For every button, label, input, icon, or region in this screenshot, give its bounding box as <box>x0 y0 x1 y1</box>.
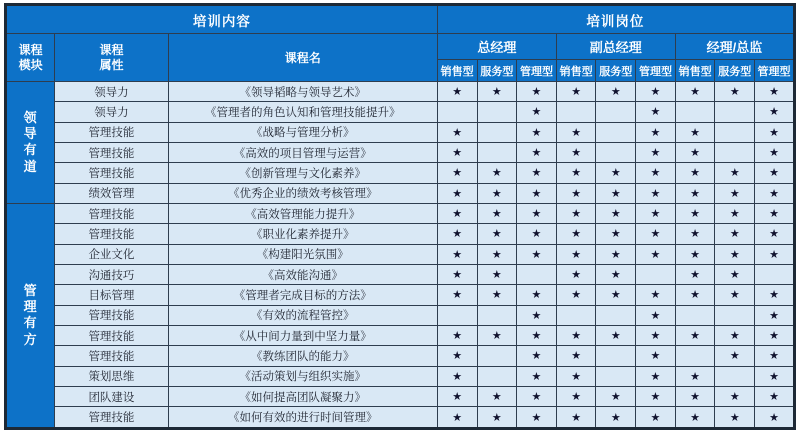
star-cell: ★ <box>477 163 517 183</box>
star-cell: ★ <box>715 224 755 244</box>
course-row <box>6 264 795 284</box>
course-row <box>6 163 795 183</box>
header-subtype-dgm-management: 管理型 <box>636 60 676 82</box>
course-attribute-cell: 管理技能 <box>55 142 168 162</box>
star-cell: ★ <box>596 325 636 345</box>
empty-star-cell <box>477 142 517 162</box>
star-cell: ★ <box>636 82 676 102</box>
star-cell: ★ <box>675 325 715 345</box>
star-cell: ★ <box>437 325 477 345</box>
empty-star-cell <box>715 102 755 122</box>
star-cell: ★ <box>437 386 477 406</box>
star-cell: ★ <box>517 305 557 325</box>
star-cell: ★ <box>755 325 795 345</box>
star-cell: ★ <box>477 82 517 102</box>
star-cell: ★ <box>517 224 557 244</box>
course-row <box>6 183 795 203</box>
course-name-cell: 《构建阳光氛围》 <box>168 244 437 264</box>
course-name-cell: 《从中间力量到中坚力量》 <box>168 325 437 345</box>
star-cell: ★ <box>517 325 557 345</box>
star-cell: ★ <box>636 386 676 406</box>
star-cell: ★ <box>437 346 477 366</box>
star-cell: ★ <box>715 82 755 102</box>
course-attribute-cell: 目标管理 <box>55 285 168 305</box>
star-cell: ★ <box>675 203 715 223</box>
star-cell: ★ <box>675 224 715 244</box>
star-cell: ★ <box>636 183 676 203</box>
star-cell: ★ <box>556 264 596 284</box>
header-training-position-label: 培训岗位 <box>586 13 645 29</box>
star-cell: ★ <box>636 305 676 325</box>
course-name-cell: 《领导韬略与领导艺术》 <box>168 82 437 102</box>
star-cell: ★ <box>675 285 715 305</box>
training-matrix-table <box>4 3 796 430</box>
course-row <box>6 386 795 406</box>
header-subtype-gm-management: 管理型 <box>517 60 557 82</box>
star-cell: ★ <box>477 264 517 284</box>
course-name-cell: 《高效的项目管理与运营》 <box>168 142 437 162</box>
star-cell: ★ <box>715 183 755 203</box>
star-cell: ★ <box>675 386 715 406</box>
star-cell: ★ <box>715 407 755 429</box>
empty-star-cell <box>715 142 755 162</box>
empty-star-cell <box>477 346 517 366</box>
star-cell: ★ <box>517 102 557 122</box>
star-cell: ★ <box>755 102 795 122</box>
module-label: 管理有方 <box>23 282 38 347</box>
header-course-name <box>168 34 437 82</box>
empty-star-cell <box>477 122 517 142</box>
course-name-cell: 《职业化素养提升》 <box>168 224 437 244</box>
star-cell: ★ <box>517 82 557 102</box>
course-name-cell: 《管理者完成目标的方法》 <box>168 285 437 305</box>
star-cell: ★ <box>596 224 636 244</box>
star-cell: ★ <box>517 285 557 305</box>
course-attribute-cell: 管理技能 <box>55 325 168 345</box>
star-cell: ★ <box>477 183 517 203</box>
star-cell: ★ <box>675 244 715 264</box>
header-course-module-label: 课程模块 <box>18 42 43 72</box>
star-cell: ★ <box>715 264 755 284</box>
module-label: 领导有道 <box>23 109 38 174</box>
header-training-position <box>437 5 794 34</box>
star-cell: ★ <box>477 386 517 406</box>
star-cell: ★ <box>755 285 795 305</box>
star-cell: ★ <box>596 264 636 284</box>
course-table-body <box>6 82 795 429</box>
star-cell: ★ <box>517 346 557 366</box>
star-cell: ★ <box>675 183 715 203</box>
star-cell: ★ <box>596 183 636 203</box>
star-cell: ★ <box>556 244 596 264</box>
header-row-groups <box>6 34 795 60</box>
star-cell: ★ <box>636 285 676 305</box>
star-cell: ★ <box>755 142 795 162</box>
star-cell: ★ <box>517 203 557 223</box>
course-attribute-cell: 管理技能 <box>55 224 168 244</box>
empty-star-cell <box>675 102 715 122</box>
empty-star-cell <box>477 305 517 325</box>
star-cell: ★ <box>477 244 517 264</box>
course-name-cell: 《管理者的角色认知和管理技能提升》 <box>168 102 437 122</box>
star-cell: ★ <box>675 122 715 142</box>
star-cell: ★ <box>715 325 755 345</box>
course-row <box>6 224 795 244</box>
star-cell: ★ <box>636 366 676 386</box>
star-cell: ★ <box>477 285 517 305</box>
course-name-cell: 《教练团队的能力》 <box>168 346 437 366</box>
header-course-attribute <box>55 34 168 82</box>
course-row <box>6 122 795 142</box>
course-attribute-cell: 领导力 <box>55 82 168 102</box>
star-cell: ★ <box>755 305 795 325</box>
course-name-cell: 《活动策划与组织实施》 <box>168 366 437 386</box>
star-cell: ★ <box>517 244 557 264</box>
course-attribute-cell: 沟通技巧 <box>55 264 168 284</box>
empty-star-cell <box>596 102 636 122</box>
star-cell: ★ <box>517 386 557 406</box>
star-cell: ★ <box>636 244 676 264</box>
header-training-content <box>6 5 438 34</box>
star-cell: ★ <box>517 122 557 142</box>
star-cell: ★ <box>556 346 596 366</box>
star-cell: ★ <box>517 163 557 183</box>
header-subtype-gm-sales: 销售型 <box>437 60 477 82</box>
empty-star-cell <box>715 366 755 386</box>
star-cell: ★ <box>517 366 557 386</box>
star-cell: ★ <box>477 407 517 429</box>
header-subtype-mgr-service: 服务型 <box>715 60 755 82</box>
course-row <box>6 346 795 366</box>
star-cell: ★ <box>675 264 715 284</box>
header-subtype-mgr-management: 管理型 <box>755 60 795 82</box>
empty-star-cell <box>596 346 636 366</box>
star-cell: ★ <box>437 264 477 284</box>
course-attribute-cell: 策划思维 <box>55 366 168 386</box>
module-cell <box>6 82 55 204</box>
star-cell: ★ <box>715 163 755 183</box>
star-cell: ★ <box>636 346 676 366</box>
star-cell: ★ <box>755 183 795 203</box>
star-cell: ★ <box>437 203 477 223</box>
star-cell: ★ <box>596 163 636 183</box>
star-cell: ★ <box>517 142 557 162</box>
star-cell: ★ <box>517 407 557 429</box>
star-cell: ★ <box>556 224 596 244</box>
star-cell: ★ <box>477 203 517 223</box>
course-name-cell: 《战略与管理分析》 <box>168 122 437 142</box>
star-cell: ★ <box>675 82 715 102</box>
course-row <box>6 142 795 162</box>
empty-star-cell <box>556 305 596 325</box>
course-attribute-cell: 管理技能 <box>55 122 168 142</box>
empty-star-cell <box>596 122 636 142</box>
empty-star-cell <box>477 366 517 386</box>
empty-star-cell <box>675 305 715 325</box>
module-cell <box>6 203 55 428</box>
star-cell: ★ <box>675 163 715 183</box>
course-row <box>6 366 795 386</box>
course-name-cell: 《有效的流程管控》 <box>168 305 437 325</box>
course-row <box>6 244 795 264</box>
header-training-content-label: 培训内容 <box>192 13 251 29</box>
course-attribute-cell: 绩效管理 <box>55 183 168 203</box>
header-row-sections <box>6 5 795 34</box>
star-cell: ★ <box>517 183 557 203</box>
empty-star-cell <box>556 102 596 122</box>
course-name-cell: 《高效能沟通》 <box>168 264 437 284</box>
star-cell: ★ <box>715 285 755 305</box>
star-cell: ★ <box>477 325 517 345</box>
star-cell: ★ <box>636 224 676 244</box>
star-cell: ★ <box>715 346 755 366</box>
empty-star-cell <box>437 102 477 122</box>
course-row <box>6 203 795 223</box>
star-cell: ★ <box>437 122 477 142</box>
course-attribute-cell: 管理技能 <box>55 203 168 223</box>
star-cell: ★ <box>636 407 676 429</box>
star-cell: ★ <box>636 163 676 183</box>
header-course-name-label: 课程名 <box>284 51 321 65</box>
star-cell: ★ <box>437 183 477 203</box>
star-cell: ★ <box>755 386 795 406</box>
star-cell: ★ <box>596 285 636 305</box>
star-cell: ★ <box>755 82 795 102</box>
star-cell: ★ <box>437 163 477 183</box>
star-cell: ★ <box>556 285 596 305</box>
star-cell: ★ <box>636 325 676 345</box>
star-cell: ★ <box>715 244 755 264</box>
empty-star-cell <box>596 366 636 386</box>
empty-star-cell <box>517 264 557 284</box>
course-name-cell: 《如何有效的进行时间管理》 <box>168 407 437 429</box>
star-cell: ★ <box>755 407 795 429</box>
course-row <box>6 407 795 429</box>
star-cell: ★ <box>755 224 795 244</box>
course-row <box>6 325 795 345</box>
course-attribute-cell: 管理技能 <box>55 305 168 325</box>
header-group-deputy-general-manager: 副总经理 <box>556 34 675 60</box>
star-cell: ★ <box>755 346 795 366</box>
course-attribute-cell: 管理技能 <box>55 346 168 366</box>
star-cell: ★ <box>437 407 477 429</box>
star-cell: ★ <box>675 407 715 429</box>
star-cell: ★ <box>596 244 636 264</box>
empty-star-cell <box>755 264 795 284</box>
course-name-cell: 《高效管理能力提升》 <box>168 203 437 223</box>
course-row <box>6 102 795 122</box>
star-cell: ★ <box>556 183 596 203</box>
header-subtype-mgr-sales: 销售型 <box>675 60 715 82</box>
star-cell: ★ <box>636 102 676 122</box>
star-cell: ★ <box>636 142 676 162</box>
star-cell: ★ <box>636 203 676 223</box>
course-attribute-cell: 管理技能 <box>55 407 168 429</box>
star-cell: ★ <box>596 407 636 429</box>
star-cell: ★ <box>636 122 676 142</box>
star-cell: ★ <box>437 244 477 264</box>
course-row <box>6 82 795 102</box>
star-cell: ★ <box>755 163 795 183</box>
star-cell: ★ <box>715 203 755 223</box>
course-row <box>6 305 795 325</box>
header-course-attribute-label: 课程属性 <box>99 42 124 72</box>
star-cell: ★ <box>556 407 596 429</box>
empty-star-cell <box>715 122 755 142</box>
header-course-module <box>6 34 55 82</box>
star-cell: ★ <box>755 244 795 264</box>
star-cell: ★ <box>556 366 596 386</box>
course-row <box>6 285 795 305</box>
empty-star-cell <box>477 102 517 122</box>
course-attribute-cell: 管理技能 <box>55 163 168 183</box>
star-cell: ★ <box>755 122 795 142</box>
star-cell: ★ <box>437 285 477 305</box>
star-cell: ★ <box>596 203 636 223</box>
star-cell: ★ <box>477 224 517 244</box>
header-group-general-manager: 总经理 <box>437 34 556 60</box>
star-cell: ★ <box>675 366 715 386</box>
course-name-cell: 《如何提高团队凝聚力》 <box>168 386 437 406</box>
course-attribute-cell: 团队建设 <box>55 386 168 406</box>
header-subtype-dgm-service: 服务型 <box>596 60 636 82</box>
empty-star-cell <box>636 264 676 284</box>
star-cell: ★ <box>556 122 596 142</box>
course-name-cell: 《创新管理与文化素养》 <box>168 163 437 183</box>
star-cell: ★ <box>437 224 477 244</box>
star-cell: ★ <box>556 82 596 102</box>
star-cell: ★ <box>556 163 596 183</box>
star-cell: ★ <box>437 82 477 102</box>
star-cell: ★ <box>755 203 795 223</box>
empty-star-cell <box>675 346 715 366</box>
course-name-cell: 《优秀企业的绩效考核管理》 <box>168 183 437 203</box>
star-cell: ★ <box>556 386 596 406</box>
course-attribute-cell: 企业文化 <box>55 244 168 264</box>
star-cell: ★ <box>755 366 795 386</box>
header-group-manager-director: 经理/总监 <box>675 34 794 60</box>
empty-star-cell <box>596 142 636 162</box>
star-cell: ★ <box>675 142 715 162</box>
header-subtype-dgm-sales: 销售型 <box>556 60 596 82</box>
empty-star-cell <box>437 305 477 325</box>
header-subtype-gm-service: 服务型 <box>477 60 517 82</box>
star-cell: ★ <box>556 142 596 162</box>
star-cell: ★ <box>715 386 755 406</box>
star-cell: ★ <box>437 366 477 386</box>
course-attribute-cell: 领导力 <box>55 102 168 122</box>
star-cell: ★ <box>596 386 636 406</box>
star-cell: ★ <box>596 82 636 102</box>
star-cell: ★ <box>556 325 596 345</box>
empty-star-cell <box>596 305 636 325</box>
star-cell: ★ <box>437 142 477 162</box>
empty-star-cell <box>715 305 755 325</box>
star-cell: ★ <box>556 203 596 223</box>
